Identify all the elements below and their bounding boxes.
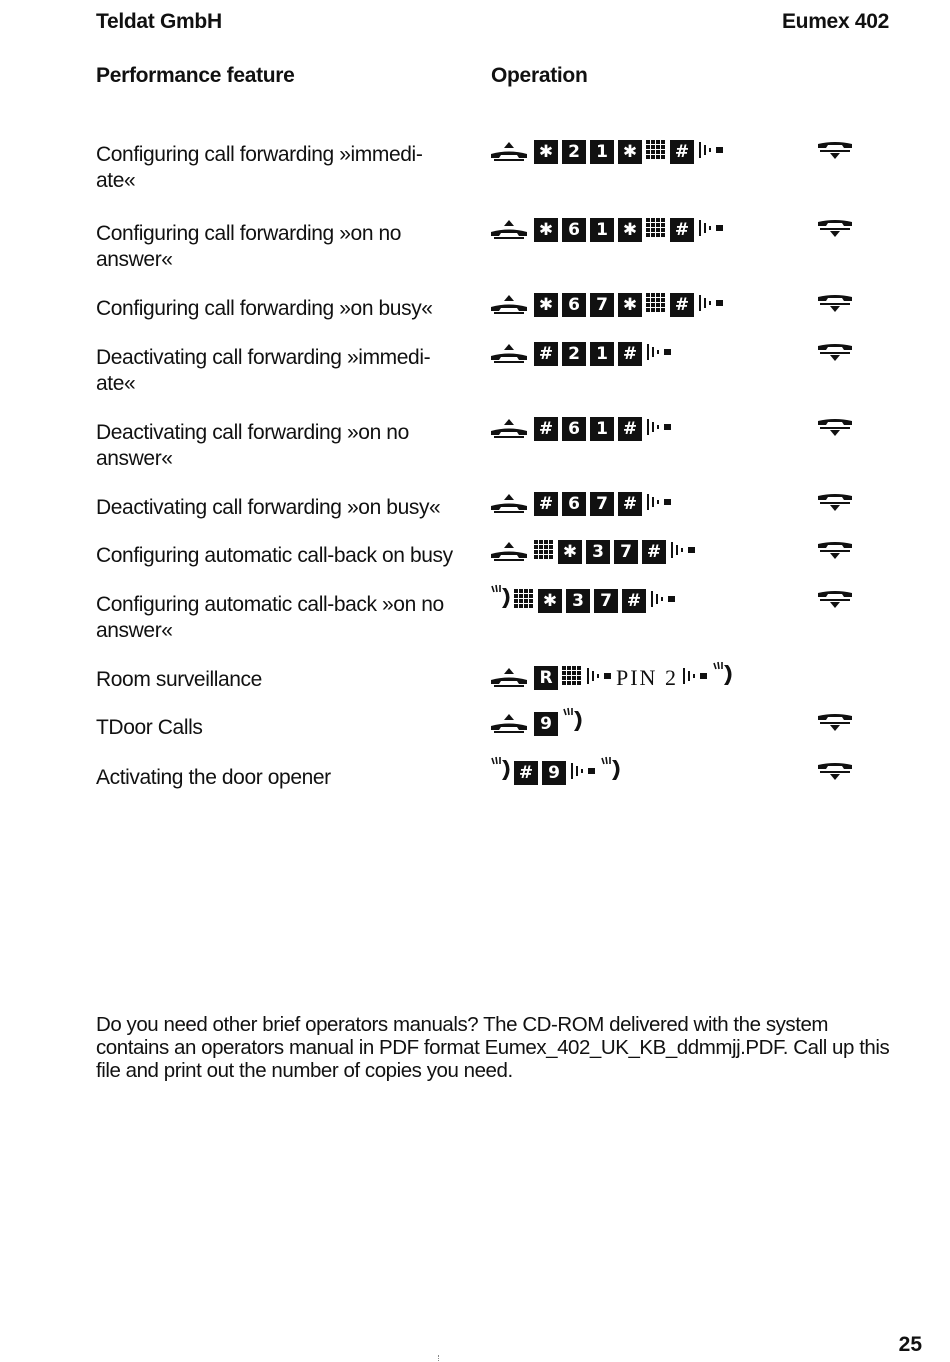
feature-label: Configuring automatic call-back on busy — [96, 544, 453, 567]
acknowledgement-tone-icon — [698, 218, 724, 243]
key-6: 6 — [562, 492, 586, 516]
acknowledgement-tone-icon — [698, 140, 724, 165]
feature-label: Configuring call forwarding »on busy« — [96, 297, 433, 320]
key-hash: # — [642, 540, 666, 564]
acknowledgement-tone-icon — [698, 293, 724, 318]
operation-sequence — [490, 342, 672, 366]
key-star: ✱ — [534, 218, 558, 242]
acknowledgement-tone-icon — [682, 666, 708, 691]
key-hash: # — [670, 293, 694, 317]
lift-handset-icon — [490, 416, 528, 443]
replace-handset-icon — [817, 590, 853, 610]
lift-handset-icon — [490, 665, 528, 692]
key-r: R — [534, 666, 558, 690]
key-hash: # — [618, 342, 642, 366]
key-1: 1 — [590, 417, 614, 441]
operation-sequence — [490, 417, 672, 441]
key-star: ✱ — [618, 218, 642, 242]
operation-sequence — [490, 540, 696, 564]
key-7: 7 — [614, 540, 638, 564]
dial-number-icon — [534, 540, 554, 565]
feature-label: TDoor Calls — [96, 716, 203, 739]
operation-sequence — [490, 589, 676, 613]
feature-label: Room surveillance — [96, 668, 262, 691]
feature-label: Configuring call forwarding »on no answer« — [96, 222, 402, 271]
company-name: Teldat GmbH — [96, 10, 222, 33]
lift-handset-icon — [490, 292, 528, 319]
acknowledgement-tone-icon — [646, 417, 672, 442]
dial-number-icon — [562, 666, 582, 691]
lift-handset-icon — [490, 711, 528, 738]
column-header-operation: Operation — [491, 64, 588, 87]
key-1: 1 — [590, 140, 614, 164]
feature-label: Configuring call forwarding »immedi-ate« — [96, 143, 423, 192]
key-star: ✱ — [538, 589, 562, 613]
key-6: 6 — [562, 218, 586, 242]
key-hash: # — [534, 417, 558, 441]
feature-label: Activating the door opener — [96, 766, 331, 789]
ringing-phone-icon — [490, 584, 510, 615]
key-2: 2 — [562, 140, 586, 164]
operation-sequence — [490, 218, 724, 242]
key-star: ✱ — [534, 293, 558, 317]
replace-handset-icon — [817, 219, 853, 239]
note-paragraph: Do you need other brief operators manuals? The CD-ROM delivered with the system contains an operators manual in PDF format Eumex_402_UK_KB_ddmmjj.PDF. Call up this file and print out the number of copies you need. — [96, 1013, 890, 1082]
acknowledgement-tone-icon — [650, 589, 676, 614]
lift-handset-icon — [490, 217, 528, 244]
pin-label: PIN 2 — [616, 665, 678, 690]
key-hash: # — [670, 218, 694, 242]
key-9: 9 — [542, 761, 566, 785]
key-hash: # — [618, 492, 642, 516]
replace-handset-icon — [817, 713, 853, 733]
lift-handset-icon — [490, 341, 528, 368]
dial-number-icon — [646, 293, 666, 318]
key-3: 3 — [586, 540, 610, 564]
operation-sequence — [490, 140, 724, 164]
lift-handset-icon — [490, 539, 528, 566]
ringing-phone-icon — [490, 756, 510, 787]
key-1: 1 — [590, 218, 614, 242]
operation-sequence — [490, 666, 732, 690]
lift-handset-icon — [490, 139, 528, 166]
replace-handset-icon — [817, 294, 853, 314]
key-9: 9 — [534, 712, 558, 736]
key-hash: # — [514, 761, 538, 785]
dial-number-icon — [646, 140, 666, 165]
key-3: 3 — [566, 589, 590, 613]
key-star: ✱ — [558, 540, 582, 564]
key-1: 1 — [590, 342, 614, 366]
acknowledgement-tone-icon — [646, 342, 672, 367]
key-hash: # — [618, 417, 642, 441]
page-number: 25 — [898, 1333, 922, 1356]
key-star: ✱ — [618, 293, 642, 317]
acknowledgement-tone-icon — [670, 540, 696, 565]
crop-mark — [438, 1355, 440, 1361]
feature-label: Deactivating call forwarding »immedi-ate« — [96, 346, 431, 395]
key-7: 7 — [594, 589, 618, 613]
ringing-phone-icon — [600, 756, 620, 787]
key-6: 6 — [562, 293, 586, 317]
key-7: 7 — [590, 293, 614, 317]
dial-number-icon — [514, 589, 534, 614]
replace-handset-icon — [817, 493, 853, 513]
operation-sequence — [490, 761, 620, 785]
key-hash: # — [622, 589, 646, 613]
ringing-phone-icon — [562, 707, 582, 738]
operation-sequence — [490, 712, 582, 736]
key-7: 7 — [590, 492, 614, 516]
product-name: Eumex 402 — [781, 10, 889, 33]
key-hash: # — [534, 342, 558, 366]
lift-handset-icon — [490, 491, 528, 518]
replace-handset-icon — [817, 141, 853, 161]
key-2: 2 — [562, 342, 586, 366]
column-header-feature: Performance feature — [96, 64, 295, 87]
feature-label: Configuring automatic call-back »on no answer« — [96, 593, 444, 642]
key-hash: # — [670, 140, 694, 164]
replace-handset-icon — [817, 762, 853, 782]
dial-number-icon — [646, 218, 666, 243]
replace-handset-icon — [817, 418, 853, 438]
key-star: ✱ — [534, 140, 558, 164]
key-6: 6 — [562, 417, 586, 441]
key-star: ✱ — [618, 140, 642, 164]
acknowledgement-tone-icon — [570, 761, 596, 786]
operation-sequence — [490, 492, 672, 516]
operation-sequence — [490, 293, 724, 317]
key-hash: # — [534, 492, 558, 516]
ringing-phone-icon — [712, 661, 732, 692]
replace-handset-icon — [817, 343, 853, 363]
acknowledgement-tone-icon — [646, 492, 672, 517]
acknowledgement-tone-icon — [586, 666, 612, 691]
replace-handset-icon — [817, 541, 853, 561]
feature-label: Deactivating call forwarding »on no answer« — [96, 421, 409, 470]
feature-label: Deactivating call forwarding »on busy« — [96, 496, 441, 519]
